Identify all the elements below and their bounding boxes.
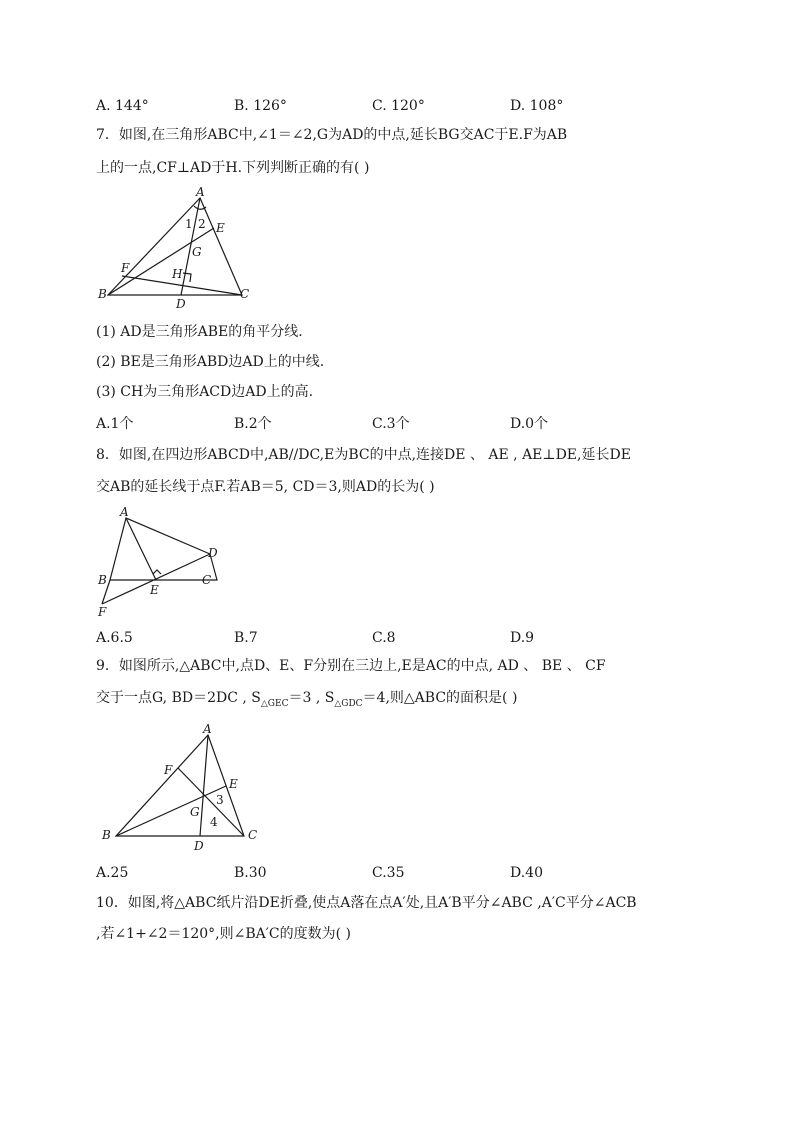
- q8-quadrilateral-figure: [94, 504, 228, 620]
- q7-label-g: G: [192, 245, 202, 259]
- q8-quadrilateral-abcd: [110, 518, 217, 580]
- q8-stem-line2: 交AB的延长线于点F.若AB＝5, CD＝3,则AD的长为( ): [96, 479, 435, 495]
- q7-label-d: D: [176, 297, 186, 310]
- q9-label-e: E: [229, 777, 238, 791]
- q7-label-b: B: [98, 287, 107, 301]
- q7-label-h: H: [172, 267, 183, 281]
- q8-option-b: B.7: [234, 630, 258, 646]
- q9-label-4: 4: [210, 815, 218, 829]
- q9-option-a: A.25: [96, 865, 129, 881]
- q9-label-3: 3: [216, 793, 224, 807]
- q6-option-a: A. 144°: [96, 98, 149, 114]
- q9-stem-line2-part3: ＝4,则△ABC的面积是( ): [362, 690, 518, 706]
- q8-label-a: A: [120, 505, 129, 519]
- q8-label-f: F: [98, 605, 107, 619]
- q7-stem-line1: 7．如图,在三角形ABC中,∠1＝∠2,G为AD的中点,延长BG交AC于E.F为AB: [96, 127, 568, 143]
- q8-label-d: D: [208, 546, 218, 560]
- q9-stem-line1: 9．如图所示,△ABC中,点D、E、F分别在三边上,E是AC的中点, AD 、 BE 、 CF: [96, 658, 606, 674]
- q8-stem-line1: 8．如图,在四边形ABCD中,AB//DC,E为BC的中点,连接DE 、 AE , AE⊥DE,延长DE: [96, 447, 631, 463]
- q9-stem-line2: [96, 688, 517, 714]
- q7-triangle-figure: [96, 184, 266, 310]
- q10-stem-line1: 10．如图,将△ABC纸片沿DE折叠,使点A落在点A′处,且A′B平分∠ABC ,A′C平分∠ACB: [96, 895, 637, 911]
- q7-stem-line2: 上的一点,CF⊥AD于H.下列判断正确的有( ): [96, 160, 370, 176]
- q9-subscript-gec: △GEC: [260, 698, 289, 709]
- q9-triangle-figure: [96, 722, 266, 854]
- q9-label-d: D: [194, 839, 204, 853]
- q8-segment-ae: [126, 518, 156, 580]
- q9-label-a: A: [203, 722, 212, 736]
- q10-stem-line2: ,若∠1+∠2＝120°,则∠BA′C的度数为( ): [96, 926, 352, 942]
- q9-option-b: B.30: [234, 865, 267, 881]
- q7-option-d: D.0个: [510, 416, 549, 432]
- q7-statement-1: (1) AD是三角形ABE的角平分线.: [96, 324, 303, 340]
- q8-label-b: B: [98, 573, 107, 587]
- q6-option-c: C. 120°: [372, 98, 425, 114]
- q9-label-c: C: [248, 828, 258, 842]
- q9-segment-ad: [200, 735, 208, 836]
- q8-option-c: C.8: [372, 630, 396, 646]
- q7-label-1: 1: [185, 217, 193, 231]
- q8-option-a: A.6.5: [96, 630, 133, 646]
- q7-label-e: E: [216, 221, 225, 235]
- q7-label-2: 2: [198, 217, 206, 231]
- q9-option-d: D.40: [510, 865, 543, 881]
- q7-statement-2: (2) BE是三角形ABD边AD上的中线.: [96, 354, 325, 370]
- q7-option-a: A.1个: [96, 416, 134, 432]
- q9-stem-line2-part1: 交于一点G, BD＝2DC , S: [96, 690, 261, 706]
- q9-triangle-abc: [116, 735, 244, 836]
- q9-option-c: C.35: [372, 865, 405, 881]
- q9-label-b: B: [102, 828, 111, 842]
- q9-label-g: G: [190, 805, 200, 819]
- q9-subscript-gdc: △GDC: [334, 698, 363, 709]
- q7-label-f: F: [121, 261, 130, 275]
- q9-label-f: F: [164, 763, 173, 777]
- q6-option-d: D. 108°: [510, 98, 564, 114]
- q8-option-d: D.9: [510, 630, 535, 646]
- q7-option-b: B.2个: [234, 416, 272, 432]
- q7-option-c: C.3个: [372, 416, 410, 432]
- q7-statement-3: (3) CH为三角形ACD边AD上的高.: [96, 384, 314, 400]
- q9-stem-line2-part2: ＝3 , S: [288, 690, 335, 706]
- q6-option-b: B. 126°: [234, 98, 287, 114]
- q8-right-angle-mark: [153, 570, 161, 574]
- q7-label-a: A: [196, 185, 205, 199]
- q8-label-e: E: [150, 583, 159, 597]
- q8-label-c: C: [202, 573, 212, 587]
- q7-label-c: C: [240, 287, 250, 301]
